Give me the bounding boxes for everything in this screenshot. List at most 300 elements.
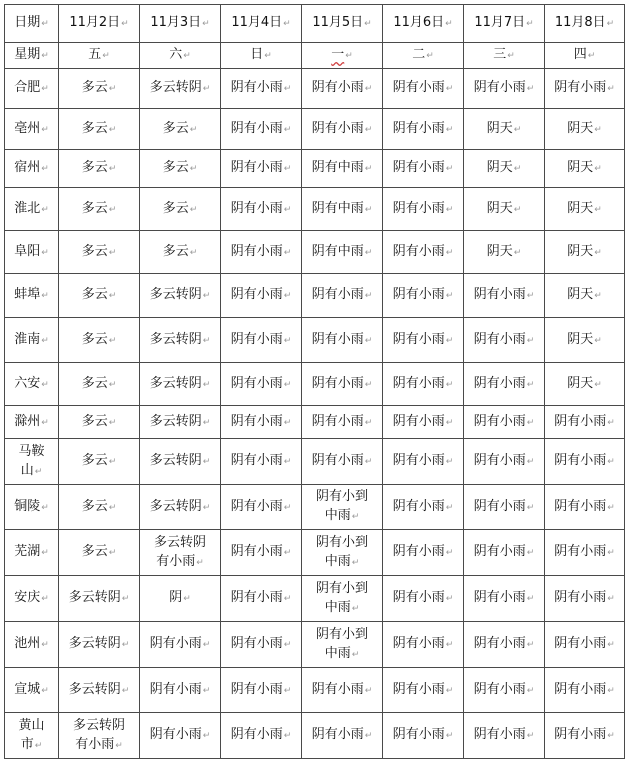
paragraph-mark-icon: ↵ [41,51,49,61]
table-row [5,485,625,530]
forecast-cell [383,150,464,188]
table-row [5,231,625,274]
paragraph-mark-icon: ↵ [364,204,373,215]
forecast-cell [302,530,383,576]
city-name-cell [5,188,59,231]
city-name-cell [5,318,59,363]
forecast-cell [545,439,625,485]
forecast-cell [140,530,221,576]
forecast-cell [59,318,140,363]
forecast-text: 阴有小雨 [473,636,526,651]
forecast-text: 阴有小雨 [311,120,364,136]
forecast-cell [140,668,221,713]
paragraph-mark-icon: ↵ [121,594,130,604]
forecast-text: 阴有小雨 [392,681,445,697]
city-name: 宣城 [14,681,41,697]
forecast-text: 多云 [81,453,108,468]
forecast-cell [59,622,140,668]
forecast-text: 多云 [162,120,189,136]
paragraph-mark-icon: ↵ [202,640,211,650]
forecast-text: 阴有小雨 [311,681,364,697]
paragraph-mark-icon: ↵ [41,247,49,258]
forecast-cell [59,530,140,576]
forecast-text: 阴有小雨 [230,120,283,136]
city-name: 池州 [14,636,41,651]
paragraph-mark-icon: ↵ [283,594,292,604]
paragraph-mark-icon: ↵ [115,740,123,751]
forecast-cell [140,274,221,318]
paragraph-mark-icon: ↵ [445,594,454,604]
paragraph-mark-icon: ↵ [364,291,373,301]
forecast-text: 多云转阴 [149,287,202,302]
city-name: 铜陵 [14,498,41,514]
paragraph-mark-icon: ↵ [41,594,49,604]
forecast-text: 多云转阴 [68,590,121,605]
paragraph-mark-icon: ↵ [594,335,602,346]
paragraph-mark-icon: ↵ [445,502,454,513]
paragraph-mark-icon: ↵ [283,685,292,696]
paragraph-mark-icon: ↵ [526,594,535,604]
paragraph-mark-icon: ↵ [34,466,43,477]
city-name: 芜湖 [14,544,41,559]
forecast-text: 阴有小雨 [473,375,526,391]
forecast-text: 多云转阴 [149,453,202,468]
forecast-text: 阴有小雨 [392,375,445,391]
forecast-cell [464,318,545,363]
forecast-cell [545,363,625,406]
forecast-text: 阴有小雨 [230,200,283,216]
table-row [5,622,625,668]
paragraph-mark-icon: ↵ [121,685,130,696]
city-name-cell [5,576,59,622]
forecast-text: 阴有小雨 [473,331,526,347]
paragraph-mark-icon: ↵ [202,291,211,301]
paragraph-mark-icon: ↵ [264,51,272,61]
forecast-text: 阴有小雨 [473,453,526,468]
table-row [5,439,625,485]
city-name-cell [5,622,59,668]
forecast-cell [464,109,545,150]
paragraph-mark-icon: ↵ [364,379,373,390]
forecast-cell [221,668,302,713]
paragraph-mark-icon: ↵ [445,291,454,301]
forecast-text: 阴有小雨 [230,636,283,651]
paragraph-mark-icon: ↵ [445,731,454,741]
forecast-cell [464,439,545,485]
paragraph-mark-icon: ↵ [283,502,292,513]
forecast-text: 阴有小雨 [473,544,526,559]
table-row [5,150,625,188]
forecast-cell [302,274,383,318]
forecast-cell [302,231,383,274]
city-name-cell [5,109,59,150]
paragraph-mark-icon: ↵ [351,557,360,568]
paragraph-mark-icon: ↵ [445,457,454,467]
date-cell: 11月4日↵ [221,5,302,43]
forecast-cell [545,576,625,622]
forecast-cell [140,109,221,150]
city-name-cell [5,406,59,439]
paragraph-mark-icon: ↵ [513,124,522,135]
forecast-text: 阴有小雨 [311,331,364,347]
forecast-cell [545,622,625,668]
paragraph-mark-icon: ↵ [445,84,454,94]
forecast-text: 阴有小雨 [230,375,283,391]
paragraph-mark-icon: ↵ [41,685,49,696]
paragraph-mark-icon: ↵ [607,640,615,650]
forecast-cell [221,150,302,188]
paragraph-mark-icon: ↵ [202,685,211,696]
table-row [5,713,625,759]
forecast-text: 多云转阴 有小雨 [153,534,206,569]
date-cell: 11月6日↵ [383,5,464,43]
forecast-cell [464,69,545,109]
paragraph-mark-icon: ↵ [108,417,117,428]
forecast-text: 阴有小到 中雨 [315,580,368,615]
forecast-text: 阴有小雨 [392,200,445,216]
paragraph-mark-icon: ↵ [121,640,130,650]
paragraph-mark-icon: ↵ [41,291,49,301]
forecast-text: 阴有小雨 [230,80,283,95]
city-name-cell [5,668,59,713]
paragraph-mark-icon: ↵ [594,247,602,258]
paragraph-mark-icon: ↵ [202,417,211,428]
paragraph-mark-icon: ↵ [607,731,615,741]
forecast-text: 阴有小雨 [392,453,445,468]
paragraph-mark-icon: ↵ [108,164,117,174]
forecast-text: 阴有小雨 [554,453,607,468]
forecast-cell [383,231,464,274]
forecast-cell [221,485,302,530]
forecast-text: 阴有小雨 [149,727,202,742]
paragraph-mark-icon: ↵ [283,247,292,258]
paragraph-mark-icon: ↵ [202,731,211,741]
paragraph-mark-icon: ↵ [283,19,291,29]
forecast-text: 阴 [169,590,183,605]
paragraph-mark-icon: ↵ [364,164,373,174]
forecast-text: 阴有小雨 [392,498,445,514]
paragraph-mark-icon: ↵ [202,335,211,346]
paragraph-mark-icon: ↵ [189,204,198,215]
table-row [5,69,625,109]
city-name: 淮北 [14,200,41,216]
forecast-cell [302,406,383,439]
paragraph-mark-icon: ↵ [108,379,117,390]
forecast-text: 多云 [81,80,108,95]
forecast-text: 阴有小雨 [554,727,607,742]
forecast-cell [464,485,545,530]
forecast-cell [302,318,383,363]
forecast-cell [545,318,625,363]
paragraph-mark-icon: ↵ [41,84,49,94]
paragraph-mark-icon: ↵ [183,51,191,61]
forecast-cell [221,274,302,318]
forecast-cell [545,188,625,231]
forecast-cell [383,439,464,485]
weekday-label-cell: 星期↵ [5,43,59,69]
city-name-cell [5,363,59,406]
paragraph-mark-icon: ↵ [41,502,49,513]
forecast-text: 多云 [81,375,108,391]
forecast-text: 阴有小雨 [311,287,364,302]
paragraph-mark-icon: ↵ [594,204,602,215]
forecast-text: 多云 [81,544,108,559]
forecast-cell [383,318,464,363]
paragraph-mark-icon: ↵ [351,512,360,522]
paragraph-mark-icon: ↵ [41,640,49,650]
forecast-text: 阴有小雨 [392,160,445,175]
forecast-text: 阴有小雨 [554,80,607,95]
forecast-cell [302,109,383,150]
forecast-cell [221,530,302,576]
paragraph-mark-icon: ↵ [445,640,454,650]
paragraph-mark-icon: ↵ [202,84,211,94]
paragraph-mark-icon: ↵ [526,457,535,467]
forecast-cell [221,439,302,485]
forecast-cell [464,188,545,231]
forecast-text: 多云 [81,498,108,514]
forecast-text: 阴有小雨 [392,590,445,605]
city-name-cell [5,274,59,318]
forecast-text: 阴有小雨 [230,590,283,605]
paragraph-mark-icon: ↵ [607,84,615,94]
forecast-text: 阴有小雨 [473,80,526,95]
city-name: 黄山 市 [18,717,45,752]
spellcheck-squiggle: 一 [331,47,345,62]
paragraph-mark-icon: ↵ [594,291,602,301]
forecast-cell [221,109,302,150]
paragraph-mark-icon: ↵ [283,379,292,390]
paragraph-mark-icon: ↵ [526,417,535,428]
forecast-cell [464,713,545,759]
table-row [5,318,625,363]
table-row [5,188,625,231]
paragraph-mark-icon: ↵ [594,164,602,174]
forecast-cell [464,576,545,622]
paragraph-mark-icon: ↵ [445,247,454,258]
forecast-cell [140,485,221,530]
city-name: 蚌埠 [14,287,41,302]
forecast-cell [383,622,464,668]
forecast-text: 阴有小雨 [554,413,607,429]
paragraph-mark-icon: ↵ [606,19,615,29]
forecast-cell [302,150,383,188]
forecast-cell [59,274,140,318]
forecast-text: 阴有小雨 [554,681,607,697]
paragraph-mark-icon: ↵ [526,502,535,513]
paragraph-mark-icon: ↵ [108,247,117,258]
forecast-cell [383,485,464,530]
forecast-text: 阴有小雨 [554,544,607,559]
forecast-cell [545,406,625,439]
date-label-cell: 日期↵ [5,5,59,43]
forecast-cell [59,109,140,150]
paragraph-mark-icon: ↵ [526,731,535,741]
city-name-cell [5,231,59,274]
forecast-text: 阴有中雨 [311,200,364,216]
forecast-cell [59,668,140,713]
forecast-text: 阴天 [567,160,594,175]
paragraph-mark-icon: ↵ [526,291,535,301]
paragraph-mark-icon: ↵ [189,247,198,258]
table-row [5,274,625,318]
forecast-text: 阴有小雨 [392,544,445,559]
paragraph-mark-icon: ↵ [189,164,198,174]
weekday-cell: 四↵ [545,43,625,69]
forecast-text: 阴有小雨 [230,681,283,697]
forecast-cell [140,69,221,109]
paragraph-mark-icon: ↵ [283,291,292,301]
forecast-cell [464,274,545,318]
paragraph-mark-icon: ↵ [283,124,292,135]
forecast-cell [545,530,625,576]
forecast-text: 阴有小雨 [554,636,607,651]
forecast-cell [140,622,221,668]
forecast-text: 阴有小雨 [230,160,283,175]
paragraph-mark-icon: ↵ [607,502,615,513]
forecast-cell [59,231,140,274]
city-name-cell [5,530,59,576]
paragraph-mark-icon: ↵ [526,685,535,696]
paragraph-mark-icon: ↵ [607,548,615,558]
city-name: 六安 [14,375,41,391]
paragraph-mark-icon: ↵ [108,457,117,467]
forecast-cell [140,150,221,188]
forecast-text: 阴有小雨 [392,727,445,742]
paragraph-mark-icon: ↵ [121,19,129,29]
forecast-text: 阴有中雨 [311,243,364,259]
paragraph-mark-icon: ↵ [283,335,292,346]
forecast-cell [383,576,464,622]
city-name: 马鞍 山 [18,443,45,478]
city-name: 合肥 [14,80,41,95]
weather-forecast-table [4,4,625,759]
forecast-text: 阴天 [486,160,513,175]
paragraph-mark-icon: ↵ [41,335,49,346]
forecast-cell [221,69,302,109]
forecast-cell [221,363,302,406]
forecast-text: 阴有小雨 [392,80,445,95]
paragraph-mark-icon: ↵ [283,164,292,174]
city-name: 滁州 [14,413,41,429]
forecast-text: 阴有小雨 [311,375,364,391]
paragraph-mark-icon: ↵ [108,204,117,215]
paragraph-mark-icon: ↵ [108,502,117,513]
weekday-cell: 六↵ [140,43,221,69]
paragraph-mark-icon: ↵ [426,51,434,61]
forecast-text: 阴有小雨 [392,287,445,302]
date-cell: 11月3日↵ [140,5,221,43]
paragraph-mark-icon: ↵ [526,84,535,94]
forecast-text: 多云 [81,287,108,302]
paragraph-mark-icon: ↵ [364,84,373,94]
forecast-text: 阴有小雨 [473,590,526,605]
forecast-cell [59,363,140,406]
paragraph-mark-icon: ↵ [41,164,49,174]
table-row [5,530,625,576]
forecast-text: 多云 [81,331,108,347]
city-rows [5,69,625,759]
forecast-cell [140,713,221,759]
forecast-text: 阴有小雨 [554,498,607,514]
table-row [5,668,625,713]
paragraph-mark-icon: ↵ [202,379,211,390]
forecast-cell [59,188,140,231]
paragraph-mark-icon: ↵ [41,204,49,215]
forecast-text: 阴有小雨 [230,453,283,468]
paragraph-mark-icon: ↵ [526,640,535,650]
forecast-cell [59,485,140,530]
forecast-text: 多云 [81,413,108,429]
paragraph-mark-icon: ↵ [41,417,49,428]
paragraph-mark-icon: ↵ [283,84,292,94]
forecast-text: 阴有小雨 [473,681,526,697]
forecast-cell [464,363,545,406]
paragraph-mark-icon: ↵ [526,548,535,558]
forecast-cell [464,231,545,274]
forecast-text: 阴有小雨 [473,727,526,742]
date-header-row [5,5,625,43]
forecast-cell [545,485,625,530]
paragraph-mark-icon: ↵ [507,51,515,61]
forecast-text: 阴有小雨 [230,287,283,302]
paragraph-mark-icon: ↵ [364,457,373,467]
forecast-cell [464,668,545,713]
paragraph-mark-icon: ↵ [364,685,373,696]
forecast-cell [383,188,464,231]
forecast-text: 阴天 [567,200,594,216]
paragraph-mark-icon: ↵ [283,204,292,215]
weekday-cell [302,43,383,69]
forecast-cell [221,318,302,363]
forecast-text: 阴有小雨 [149,681,202,697]
weekday-cell: 二↵ [383,43,464,69]
forecast-text: 阴有小雨 [230,413,283,429]
forecast-text: 阴有小雨 [230,544,283,559]
paragraph-mark-icon: ↵ [41,379,49,390]
forecast-text: 阴有小雨 [230,498,283,514]
forecast-cell [140,188,221,231]
paragraph-mark-icon: ↵ [445,335,454,346]
paragraph-mark-icon: ↵ [445,204,454,215]
paragraph-mark-icon: ↵ [283,640,292,650]
forecast-text: 多云转阴 [149,413,202,429]
forecast-cell [59,406,140,439]
forecast-cell [545,69,625,109]
forecast-text: 多云转阴 [149,80,202,95]
forecast-text: 阴有小雨 [230,331,283,347]
forecast-cell [464,530,545,576]
forecast-cell [221,622,302,668]
forecast-cell [221,231,302,274]
paragraph-mark-icon: ↵ [108,84,117,94]
date-cell: 11月5日↵ [302,5,383,43]
forecast-text: 多云转阴 [68,681,121,697]
forecast-text: 多云 [162,160,189,175]
forecast-text: 阴有小雨 [473,413,526,429]
forecast-cell [302,622,383,668]
forecast-text: 多云转阴 有小雨 [72,717,125,752]
paragraph-mark-icon: ↵ [108,548,117,558]
paragraph-mark-icon: ↵ [202,19,210,29]
paragraph-mark-icon: ↵ [587,51,596,61]
forecast-cell [140,363,221,406]
paragraph-mark-icon: ↵ [202,457,211,467]
forecast-text: 阴有小雨 [392,331,445,347]
paragraph-mark-icon: ↵ [108,291,117,301]
paragraph-mark-icon: ↵ [196,557,204,568]
forecast-cell [302,363,383,406]
